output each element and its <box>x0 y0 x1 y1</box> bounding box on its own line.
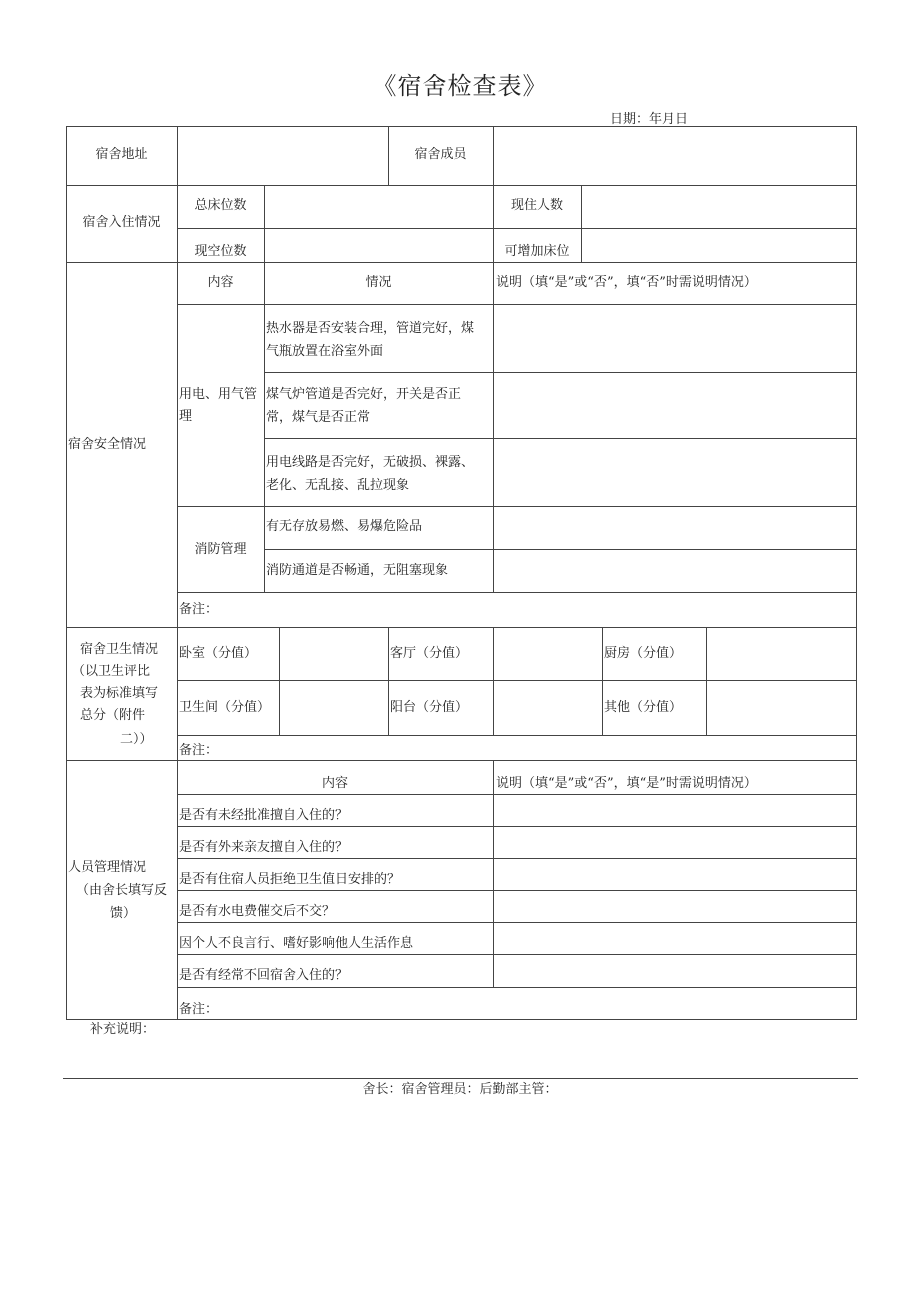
safety-item-2-line2: 常，煤气是否正常 <box>266 410 371 425</box>
hygiene-label-line3: 表为标准填写 <box>80 686 159 701</box>
utility-group-label-line2: 理 <box>179 409 193 424</box>
personnel-label-line2: （由舍长填写反 <box>76 883 168 898</box>
signature-line: 舍长：宿舍管理员：后勤部主管： <box>362 1082 558 1097</box>
hygiene-label-line5: 二）） <box>120 732 153 747</box>
current-residents-label: 现住人数 <box>510 198 563 213</box>
personnel-label-line3: 馈） <box>110 906 137 921</box>
personnel-header-content: 内容 <box>321 776 348 791</box>
other-score-label: 其他（分值） <box>604 700 683 715</box>
occupancy-label: 宿舍入住情况 <box>82 215 161 230</box>
total-beds-label: 总床位数 <box>194 198 247 213</box>
date-label: 日期：年月日 <box>610 112 689 127</box>
safety-label: 宿舍安全情况 <box>68 437 147 452</box>
safety-item-3-line1: 用电线路是否完好，无破损、裸露、 <box>266 455 475 470</box>
addable-beds-label: 可增加床位 <box>504 244 570 259</box>
address-label: 宿舍地址 <box>95 147 148 162</box>
hygiene-label-line1: 宿舍卫生情况 <box>80 642 159 657</box>
safety-item-1-line2: 气瓶放置在浴室外面 <box>266 344 384 359</box>
balcony-score-label: 阳台（分值） <box>390 700 469 715</box>
safety-item-2-line1: 煤气炉管道是否完好，开关是否正 <box>266 387 462 402</box>
members-label: 宿舍成员 <box>414 147 467 162</box>
hygiene-label-line2: （以卫生评比 <box>72 664 151 679</box>
personnel-question: 是否有未经批准擅自入住的？ <box>179 808 349 823</box>
kitchen-score-label: 厨房（分值） <box>604 646 683 661</box>
hygiene-remarks: 备注： <box>179 743 219 758</box>
safety-item-1-line1: 热水器是否安装合理，管道完好，煤 <box>266 321 475 336</box>
personnel-question: 是否有住宿人员拒绝卫生值日安排的？ <box>179 872 401 887</box>
fire-group-label: 消防管理 <box>194 542 247 557</box>
bedroom-score-label: 卧室（分值） <box>179 646 258 661</box>
supplement-label: 补充说明： <box>90 1022 156 1037</box>
personnel-label-line1: 人员管理情况 <box>68 860 147 875</box>
personnel-question: 是否有经常不回宿舍入住的？ <box>179 968 349 983</box>
safety-header-content: 内容 <box>207 275 234 290</box>
safety-remarks: 备注： <box>179 602 219 617</box>
personnel-remarks: 备注： <box>179 1002 219 1017</box>
safety-item-3-line2: 老化、无乱接、乱拉现象 <box>266 478 410 493</box>
safety-header-note: 说明（填“是”或“否”，填“否”时需说明情况） <box>496 275 757 290</box>
living-room-score-label: 客厅（分值） <box>390 646 469 661</box>
utility-group-label-line1: 用电、用气管 <box>179 387 258 402</box>
safety-header-status: 情况 <box>365 275 392 290</box>
vacant-beds-label: 现空位数 <box>194 244 247 259</box>
bathroom-score-label: 卫生间（分值） <box>179 700 271 715</box>
personnel-header-note: 说明（填“是”或“否”，填“是”时需说明情况） <box>496 776 757 791</box>
page-title: 《宿舍检查表》 <box>372 72 548 100</box>
hygiene-label-line4: 总分（附件 <box>80 708 146 723</box>
safety-item-5: 消防通道是否畅通，无阻塞现象 <box>266 563 449 578</box>
personnel-question: 因个人不良言行、嗜好影响他人生活作息 <box>179 936 414 951</box>
safety-item-4: 有无存放易燃、易爆危险品 <box>266 519 423 534</box>
personnel-question: 是否有外来亲友擅自入住的？ <box>179 840 349 855</box>
personnel-question: 是否有水电费催交后不交？ <box>179 904 336 919</box>
